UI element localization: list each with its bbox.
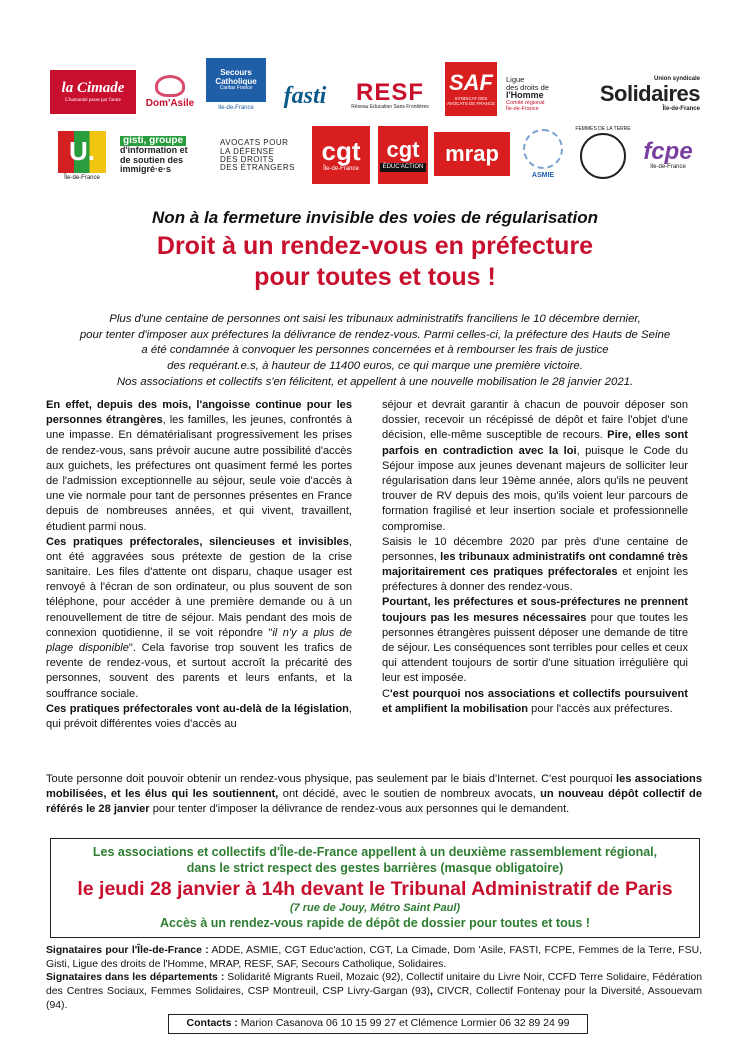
mrap-logo: mrap — [434, 132, 510, 176]
left-column — [46, 398, 352, 732]
right-paragraph-2: Saisis le 10 décembre 2020 par près d'une centaine de personnes, les tribunaux administratifs ont condamné très majoritairement ces pratiques préfectorales et enjoint les préfectures à donner des rendez-vous. — [382, 535, 688, 594]
cimade-logo: la Cimade L'humanité passe par l'autre — [50, 70, 136, 114]
gisti-logo: gisti, groupe d'information et de soutien des immigré·e·s — [120, 134, 188, 174]
signatories-departments: Signataires dans les départements : Solidarité Migrants Rueil, Mozaic (92), Collectif unitaire du Livre Noir, CCFD Terre Solidaire, Fédération des Centres Sociaux, Femmes Solidaires, CSP Montreuil, CSP Livry-Gargan (93), CIVCR, Collectif Fontenay pour la Diversité, Assouevam (94). — [46, 972, 703, 1011]
left-paragraph-2: Ces pratiques préfectorales, silencieuses et invisibles, ont été aggravées sous prétexte de gestion de la crise sanitaire. Les files d'attente ont disparu, chaque usager est renvoyé à l'écran de son ordinateur, ou plus souvent de son téléphone, pour accéder à une première demande ou à un renouvellement de titre de séjour. Mais pendant des mois de connexion quotidienne, il se voit répondre "il n'y a plus de plage disponible". Cela favorise trop souvent les trafics de revente de rendez-vous, et surtout accroît la précarité des personnes, souvent des parents et leurs enfants, et la souffrance sociale. — [46, 535, 352, 700]
right-paragraph-1: séjour et devrait garantir à chacun de pouvoir déposer son dossier, recevoir un récépissé de dépôt et faire l'objet d'une décision, elle-même susceptible de recours. Pire, elles sont parfois en contradiction avec la loi, puisque le Code du Séjour impose aux jeunes devenant majeurs de solliciter leur régularisation dans leur 19ème année, alors qu'ils ne peuvent trouver de RV depuis des mois, qu'ils voient leur parcours de formation fragilisé et leur insertion sociale et professionnelle compromise. — [382, 399, 688, 533]
cgt-educaction-logo: cgt ÉDUC'ACTION — [378, 126, 428, 184]
ldh-logo: Ligue des droits de l'Homme Comité régional Île-de-France — [506, 74, 549, 112]
domasile-logo: Dom'Asile — [140, 70, 200, 114]
right-paragraph-3: Pourtant, les préfectures et sous-préfectures ne prennent toujours pas les mesures nécessaires pour que toutes les personnes étrangères puissent déposer une demande de titre de séjour. Les conséquences sont terribles pour celles et ceux qui attendent toujours de sortir d'une situation irrégulière qui leur est imposée. — [382, 596, 688, 685]
fcpe-logo: fcpe Ile-de-France — [643, 138, 693, 171]
globe-icon — [580, 133, 626, 179]
closing-paragraph: Toute personne doit pouvoir obtenir un rendez-vous physique, pas seulement par le biais d'Internet. C'est pourquoi les associations mobilisées, et les élus qui les soutiennent, ont décidé, avec le soutien de nombreux avocats, un nouveau dépôt collectif de référés le 28 janvier pour tenter d'imposer la délivrance de rendez-vous aux personnes qui le demandent. — [46, 773, 703, 816]
main-headline: Droit à un rendez-vous en préfecture pour toutes et tous ! — [156, 232, 594, 291]
resf-logo: RESF Réseau Education Sans Frontières — [351, 78, 429, 110]
left-paragraph-1: En effet, depuis des mois, l'angoisse continue pour les personnes étrangères, les familles, les jeunes, confrontés à une impasse. En dématérialisant progressivement les prises de rendez-vous, sans prévoir aucune autre possibilité d'accès aux guichets, les préfectures ont quasiment fermé les portes de l'admission exceptionnelle au séjour, seule voie d'accès à une vie normale pour tant de personnes présentes en France depuis de nombreuses années, et qui vivent, travaillent, étudient parmi nous. — [46, 399, 352, 533]
cgt-logo: cgt Île-de-France — [312, 126, 370, 184]
domasile-figure-icon — [155, 75, 185, 97]
secours-catholique-logo: Secours Catholique Caritas France Ile-de-France — [206, 54, 266, 116]
signatories — [46, 944, 702, 1013]
femmes-de-la-terre-logo: FEMMES DE LA TERRE — [572, 122, 634, 184]
contacts-box: Contacts : Marion Casanova 06 10 15 99 27 et Clémence Lormier 06 32 89 24 99 — [168, 1014, 588, 1034]
left-paragraph-3: Ces pratiques préfectorales vont au-delà de la législation, qui prévoit différentes voies d'accès au — [46, 702, 352, 730]
right-paragraph-4: C'est pourquoi nos associations et collectifs poursuivent et amplifient la mobilisation pour l'accès aux préfectures. — [382, 687, 688, 715]
signatories-idf: Signataires pour l'Île-de-France : ADDE, ASMIE, CGT Educ'action, CGT, La Cimade, Dom 'Asile, FASTI, FCPE, Femmes de la Terre, FSU, Gisti, Ligue des droits de l'Homme, MRAP, RESF, SAF, Secours Catholique, Solidaires. — [46, 945, 702, 970]
kicker-heading: Non à la fermeture invisible des voies de régularisation — [152, 208, 598, 227]
rally-callout-box: Les associations et collectifs d'Île-de-France appellent à un deuxième rassemblement régional, dans le strict respect des gestes barrières (masque obligatoire) le jeudi 28 janvier à 14h devant le Tribunal Administratif de Paris (7 rue de Jouy, Métro Saint Paul) Accès à un rendez-vous rapide de dépôt de dossier pour toutes et tous ! — [50, 838, 700, 938]
saf-logo: SAF SYNDICAT DES AVOCATS DE FRANCE — [445, 62, 497, 116]
adde-logo: AVOCATS POUR LA DÉFENSE DES DROITS DES ÉTRANGERS — [220, 138, 295, 173]
intro-paragraph: Plus d'une centaine de personnes ont saisi les tribunaux administratifs franciliens le 10 décembre dernier, pour tenter d'imposer aux préfectures la délivrance de rendez-vous. Parmi celles-ci, la préfecture des Hauts de Seine a été condamnée à convoquer les personnes concernées et à rembourser les frais de justice des requérant.e.s, à hauteur de 11400 euros, ce qui marque une première victoire. Nos associations et collectifs s'en félicitent, et appellent à une nouvelle mobilisation le 28 janvier 2021. — [79, 313, 671, 388]
asmie-logo: ASMIE — [518, 124, 568, 184]
asmie-circle-icon — [523, 129, 563, 169]
solidaires-logo: Union syndicale Solidaires Île-de-France — [599, 76, 700, 112]
fsu-logo: U. Île-de-France — [52, 128, 112, 184]
fasti-logo: fasti — [283, 83, 327, 110]
right-column — [382, 398, 688, 717]
